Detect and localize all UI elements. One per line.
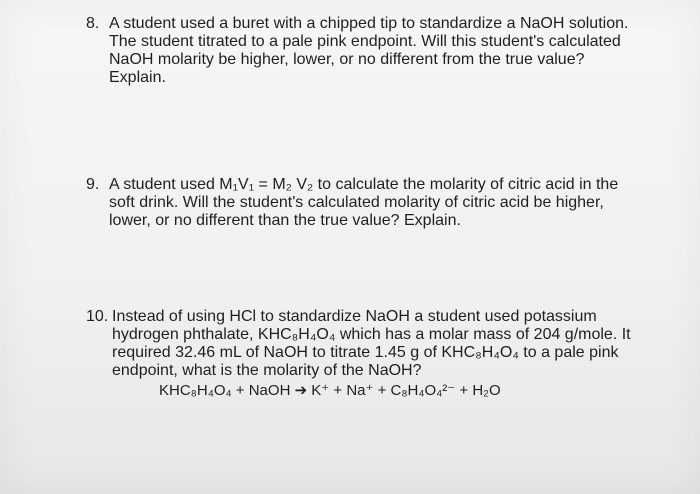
question-line: Instead of using HCl to standardize NaOH a student used potassium [112, 308, 597, 325]
question-9 [86, 176, 676, 230]
question-line: required 32.46 mL of NaOH to titrate 1.45 g of KHC₈H₄O₄ to a pale pink [112, 344, 619, 361]
question-line: A student used M₁V₁ = M₂ V₂ to calculate the molarity of citric acid in the [109, 176, 619, 193]
question-text [109, 15, 676, 87]
question-number: 10. [86, 308, 109, 325]
question-line: hydrogen phthalate, KHC₈H₄O₄ which has a molar mass of 204 g/mole. It [112, 326, 631, 343]
question-text [112, 308, 686, 380]
question-line: The student titrated to a pale pink endpoint. Will this student's calculated [109, 33, 621, 50]
question-10 [86, 308, 686, 400]
question-line: NaOH molarity be higher, lower, or no different from the true value? [109, 51, 585, 68]
question-8 [86, 15, 676, 87]
question-line: lower, or no different than the true value? Explain. [109, 212, 461, 229]
question-number: 8. [86, 15, 100, 32]
question-number: 9. [86, 176, 100, 193]
question-line: endpoint, what is the molarity of the NaOH? [112, 362, 422, 379]
question-line: Explain. [109, 69, 166, 86]
question-text [109, 176, 676, 230]
reaction-equation: KHC₈H₄O₄ + NaOH ➔ K⁺ + Na⁺ + C₈H₄O₄²⁻ + H₂O [159, 382, 501, 399]
question-line: soft drink. Will the student's calculated molarity of citric acid be higher, [109, 194, 604, 211]
question-line: A student used a buret with a chipped tip to standardize a NaOH solution. [109, 15, 629, 32]
